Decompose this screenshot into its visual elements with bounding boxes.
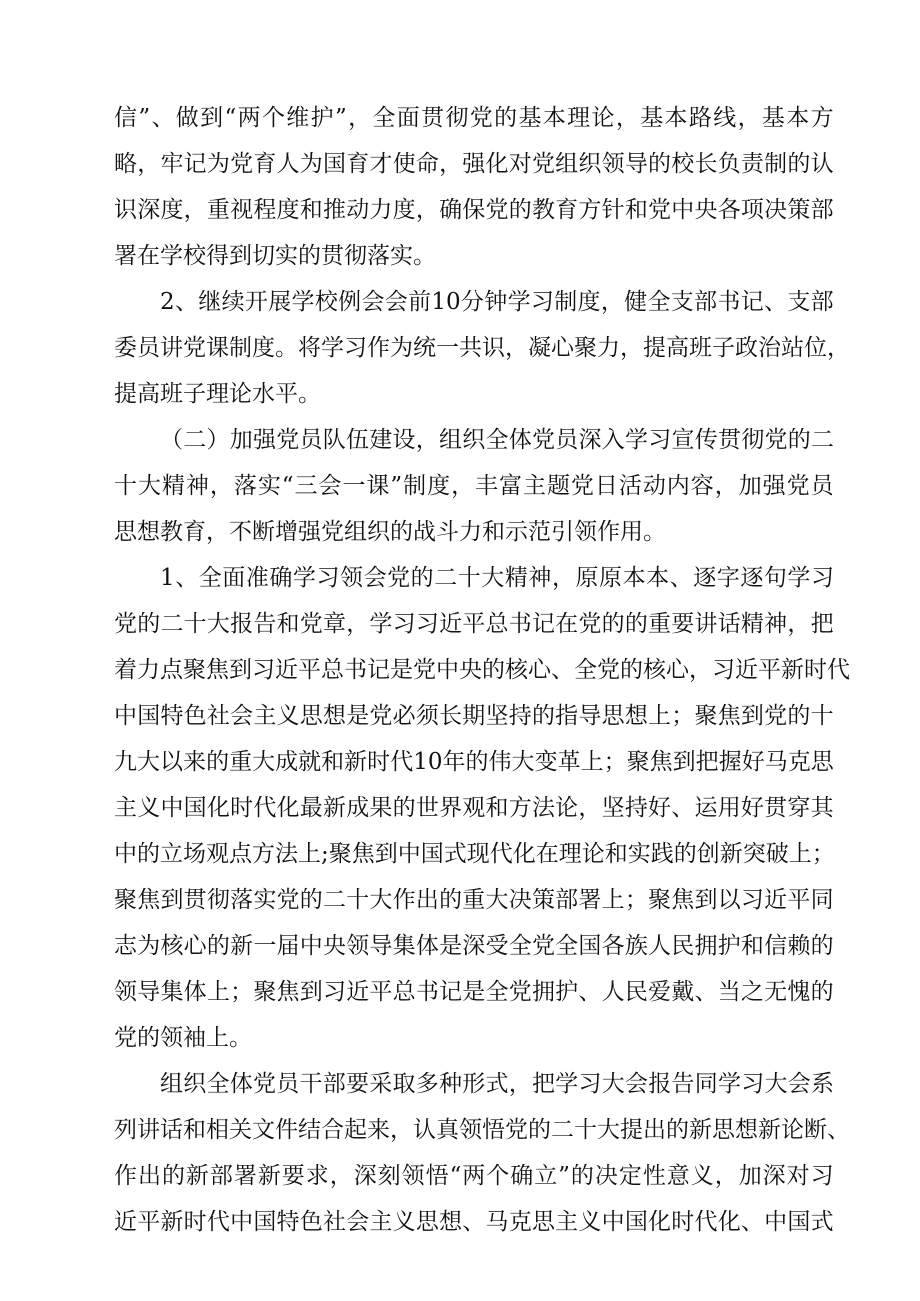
text-line: 志 为 核 心 的 新 一 届 中 央 领 导 集 体 是 深 受 全 党 全 国 各 族 人 民 拥 护 和 信 赖 的: [114, 933, 834, 959]
text-line: 署在学校得到切实的贯彻落实。: [114, 243, 436, 269]
text-line: 识 深 度 ， 重 视 程 度 和 推 动 力 度 ， 确 保 党 的 教 育 方 针 和 党 中 央 各 项 决 策 部: [114, 197, 834, 223]
text-line: 中 的 立 场 观 点 方 法 上 ; 聚 焦 到 中 国 式 现 代 化 在 理 论 和 实 践 的 创 新 突 破 上 ；: [114, 841, 835, 867]
text-line: 信 ” 、 做 到 “ 两 个 维 护 ” ， 全 面 贯 彻 党 的 基 本 理 论 ， 基 本 路 线 ， 基 本 方: [114, 105, 834, 131]
text-line: 组 织 全 体 党 员 干 部 要 采 取 多 种 形 式 ， 把 学 习 大 会 报 告 同 学 习 大 会 系: [160, 1071, 834, 1097]
text-line: （ 二 ） 加 强 党 员 队 伍 建 设 ， 组 织 全 体 党 员 深 入 学 习 宣 传 贯 彻 党 的 二: [160, 427, 834, 453]
text-line: 十 大 精 神 ， 落 实 “ 三 会 一 课 ” 制 度 ， 丰 富 主 题 党 日 活 动 内 容 ， 加 强 党 员: [114, 473, 834, 499]
text-line: 党的领袖上。: [114, 1025, 252, 1051]
text-line: 略 ， 牢 记 为 党 育 人 为 国 育 才 使 命 ， 强 化 对 党 组 织 领 导 的 校 长 负 责 制 的 认: [114, 151, 834, 177]
text-line: 领 导 集 体 上 ； 聚 焦 到 习 近 平 总 书 记 是 全 党 拥 护 、 人 民 爱 戴 、 当 之 无 愧 的: [114, 979, 834, 1005]
text-line: 作 出 的 新 部 署 新 要 求 ， 深 刻 领 悟 “ 两 个 确 立 ” 的 决 定 性 意 义 ， 加 深 对 习: [114, 1163, 834, 1189]
text-line: 提高班子理论水平。: [114, 381, 321, 407]
text-line: 着 力 点 聚 焦 到 习 近 平 总 书 记 是 党 中 央 的 核 心 、 全 党 的 核 心 ， 习 近 平 新 时 代: [114, 657, 850, 683]
text-line: 党 的 二 十 大 报 告 和 党 章 ， 学 习 习 近 平 总 书 记 在 党 的 的 重 要 讲 话 精 神 ， 把: [114, 611, 834, 637]
text-line: 列 讲 话 和 相 关 文 件 结 合 起 来 ， 认 真 领 悟 党 的 二 十 大 提 出 的 新 思 想 新 论 断 、: [114, 1117, 850, 1143]
text-line: 1 、 全 面 准 确 学 习 领 会 党 的 二 十 大 精 神 ， 原 原 本 本 、 逐 字 逐 句 学 习: [160, 565, 834, 591]
text-line: 2 、 继 续 开 展 学 校 例 会 会 前 10 分 钟 学 习 制 度 ， 健 全 支 部 书 记 、 支 部: [160, 289, 834, 315]
text-line: 思想教育，不断增强党组织的战斗力和示范引领作用。: [114, 519, 666, 545]
text-line: 主 义 中 国 化 时 代 化 最 新 成 果 的 世 界 观 和 方 法 论 ， 坚 持 好 、 运 用 好 贯 穿 其: [114, 795, 834, 821]
text-line: 委 员 讲 党 课 制 度 。 将 学 习 作 为 统 一 共 识 ， 凝 心 聚 力 ， 提 高 班 子 政 治 站 位 ，: [114, 335, 850, 361]
text-line: 九 大 以 来 的 重 大 成 就 和 新 时 代 10 年 的 伟 大 变 革 上 ； 聚 焦 到 把 握 好 马 克 思: [114, 749, 834, 775]
text-line: 中 国 特 色 社 会 主 义 思 想 是 党 必 须 长 期 坚 持 的 指 导 思 想 上 ； 聚 焦 到 党 的 十: [114, 703, 834, 729]
text-line: 聚 焦 到 贯 彻 落 实 党 的 二 十 大 作 出 的 重 大 决 策 部 署 上 ； 聚 焦 到 以 习 近 平 同: [114, 887, 834, 913]
text-line: 近 平 新 时 代 中 国 特 色 社 会 主 义 思 想 、 马 克 思 主 义 中 国 化 时 代 化 、 中 国 式: [114, 1209, 834, 1235]
